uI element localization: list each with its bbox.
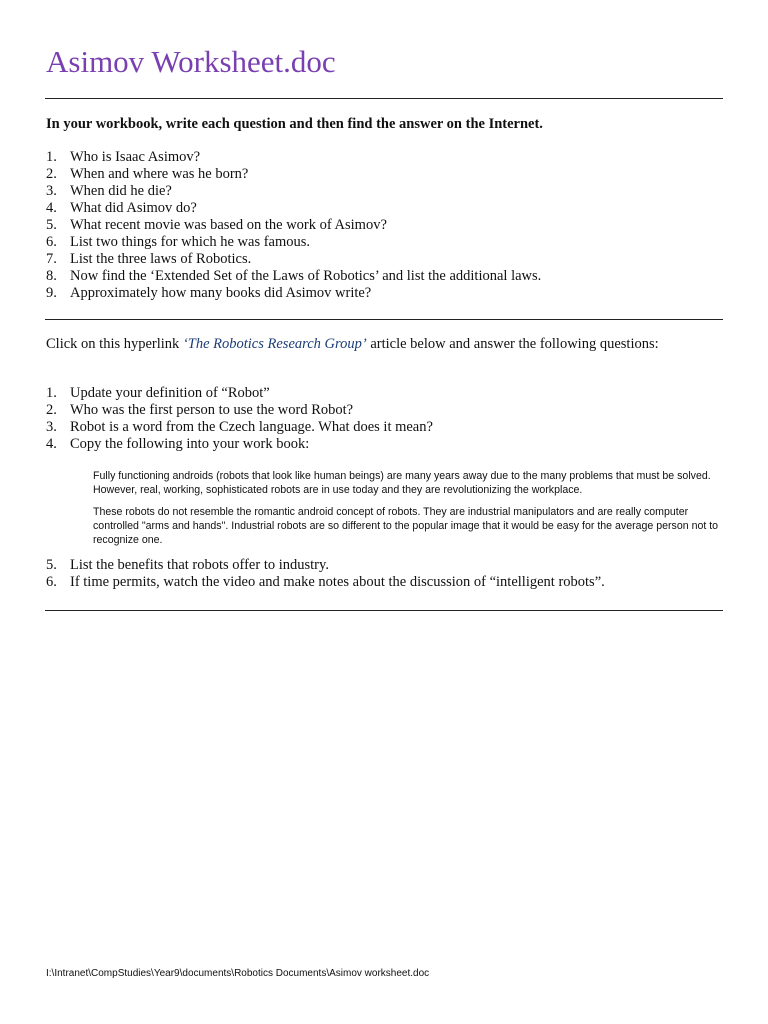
list-item — [46, 200, 541, 217]
list-item — [46, 234, 541, 251]
list-item — [46, 217, 541, 234]
list-number: 6. — [46, 234, 57, 250]
horizontal-rule — [45, 610, 723, 611]
hyperlink-outro-text: article below and answer the following questions: — [366, 336, 659, 352]
robotics-research-group-link[interactable]: ‘The Robotics Research Group’ — [182, 336, 367, 352]
list-item — [46, 402, 433, 419]
question-text: If time permits, watch the video and make notes about the discussion of “intelligent robots”. — [70, 574, 605, 590]
list-item — [46, 419, 433, 436]
question-text: List the three laws of Robotics. — [70, 251, 252, 267]
question-text: What recent movie was based on the work of Asimov? — [70, 217, 387, 233]
hyperlink-intro-text: Click on this hyperlink — [46, 336, 183, 352]
question-list-2-continued — [46, 557, 605, 591]
instruction-text: In your workbook, write each question and then find the answer on the Internet. — [46, 116, 543, 132]
list-number: 4. — [46, 436, 57, 452]
list-item — [46, 183, 541, 200]
list-number: 5. — [46, 217, 57, 233]
question-text: When did he die? — [70, 183, 172, 199]
hyperlink-instruction — [46, 334, 659, 354]
list-item — [46, 166, 541, 183]
question-text: Approximately how many books did Asimov write? — [70, 285, 372, 301]
list-number: 6. — [46, 574, 57, 590]
list-number: 3. — [46, 419, 57, 435]
footer-file-path: I:\Intranet\CompStudies\Year9\documents\Robotics Documents\Asimov worksheet.doc — [46, 968, 430, 979]
question-text: Update your definition of “Robot” — [70, 385, 270, 401]
horizontal-rule — [45, 98, 723, 99]
list-number: 2. — [46, 166, 57, 182]
question-text: List the benefits that robots offer to industry. — [70, 557, 329, 573]
quote-paragraph: These robots do not resemble the romantic android concept of robots. They are industrial manipulators and are really computer controlled "arms and hands". Industrial robots are so different to the popular image that it would be easy for the average person not to recognize one. — [93, 506, 719, 546]
list-item — [46, 251, 541, 268]
list-item — [46, 557, 605, 574]
list-number: 3. — [46, 183, 57, 199]
list-number: 5. — [46, 557, 57, 573]
question-text: Now find the ‘Extended Set of the Laws of Robotics’ and list the additional laws. — [70, 268, 542, 284]
quote-paragraph: Fully functioning androids (robots that look like human beings) are many years away due to the many problems that must be solved. However, real, working, sophisticated robots are in use today and they are revolutionizing the workplace. — [93, 470, 711, 496]
question-text: When and where was he born? — [70, 166, 249, 182]
question-text: Who was the first person to use the word Robot? — [70, 402, 354, 418]
question-text: Robot is a word from the Czech language. What does it mean? — [70, 419, 433, 435]
horizontal-rule — [45, 319, 723, 320]
question-text: Copy the following into your work book: — [70, 436, 310, 452]
list-item — [46, 385, 433, 402]
list-number: 8. — [46, 268, 57, 284]
question-list-1 — [46, 149, 541, 302]
list-item — [46, 149, 541, 166]
list-item — [46, 268, 541, 285]
list-number: 4. — [46, 200, 57, 216]
list-number: 9. — [46, 285, 57, 301]
list-number: 1. — [46, 385, 57, 401]
list-item — [46, 285, 541, 302]
list-number: 1. — [46, 149, 57, 165]
document-title: Asimov Worksheet.doc — [46, 44, 336, 79]
question-text: What did Asimov do? — [70, 200, 197, 216]
list-item — [46, 574, 605, 591]
list-number: 7. — [46, 251, 57, 267]
list-number: 2. — [46, 402, 57, 418]
question-list-2 — [46, 385, 433, 453]
question-text: Who is Isaac Asimov? — [70, 149, 201, 165]
question-text: List two things for which he was famous. — [70, 234, 311, 250]
list-item — [46, 436, 433, 453]
